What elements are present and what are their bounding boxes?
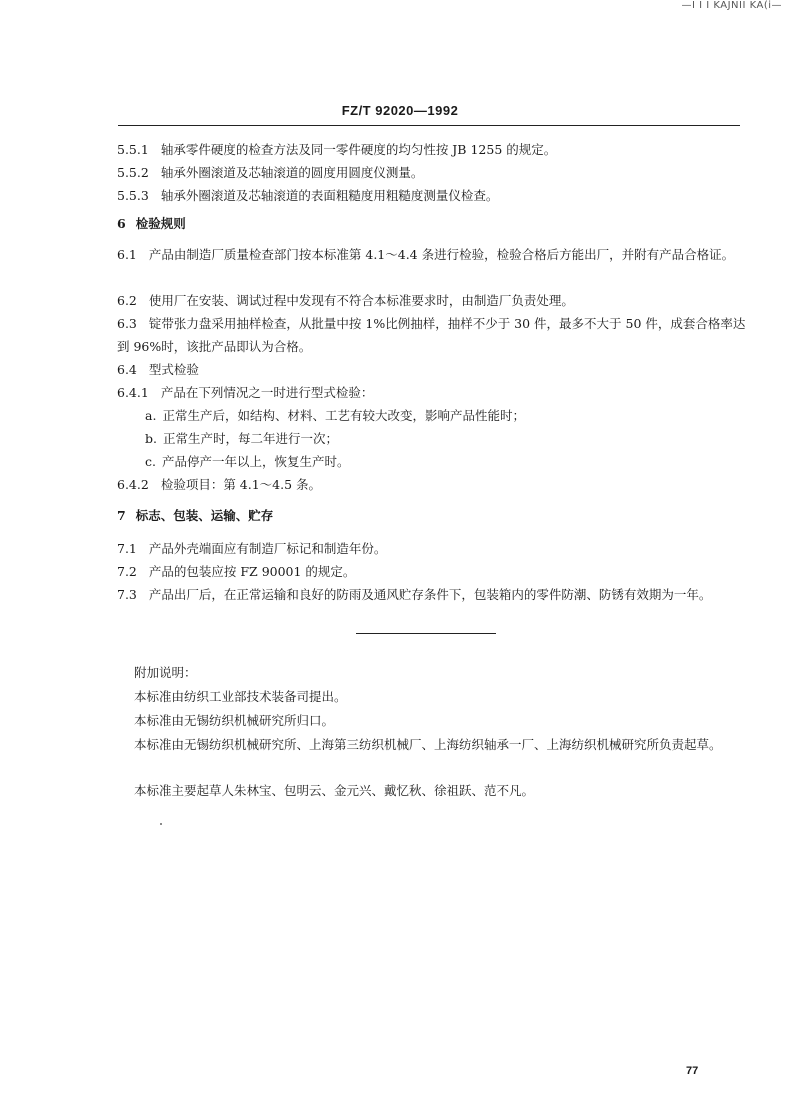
clause-5-5-1: 5.5.1 轴承零件硬度的检查方法及同一零件硬度的均匀性按 JB 1255 的规定。 [117, 142, 557, 157]
clause-6-4: 6.4 型式检验 [117, 362, 199, 377]
scan-speck [160, 823, 162, 825]
clause-6-3: 6.3 锭带张力盘采用抽样检查，从批量中按 1%比例抽样，抽样不少于 30 件，最多不大于 50 件，成套合格率达到 96%时，该批产品即认为合格。 [117, 316, 746, 354]
end-rule [356, 633, 496, 634]
clause-6-1: 6.1 产品由制造厂质量检查部门按本标准第 4.1～4.4 条进行检验，检验合格后方能出厂，并附有产品合格证。 [117, 247, 735, 262]
note-line-3: 本标准由无锡纺织机械研究所、上海第三纺织机械厂、上海纺织轴承一厂、上海纺织机械研究所负责起草。 [134, 737, 722, 752]
clause-6-2: 6.2 使用厂在安装、调试过程中发现有不符合本标准要求时，由制造厂负责处理。 [117, 293, 574, 308]
clause-6-4-1: 6.4.1 产品在下列情况之一时进行型式检验： [117, 385, 374, 400]
notes-title: 附加说明： [134, 665, 197, 680]
clause-5-5-2: 5.5.2 轴承外圈滚道及芯轴滚道的圆度用圆度仪测量。 [117, 165, 424, 180]
clause-7-1: 7.1 产品外壳端面应有制造厂标记和制造年份。 [117, 541, 387, 556]
note-line-2: 本标准由无锡纺织机械研究所归口。 [134, 713, 335, 728]
page-number: 77 [686, 1065, 699, 1077]
standard-code: FZ/T 92020—1992 [341, 103, 459, 118]
section-7-heading: 7 标志、包装、运输、贮存 [117, 508, 274, 523]
list-item-b: b. 正常生产时，每二年进行一次； [145, 431, 338, 446]
clause-7-2: 7.2 产品的包装应按 FZ 90001 的规定。 [117, 564, 356, 579]
clause-5-5-3: 5.5.3 轴承外圈滚道及芯轴滚道的表面粗糙度用粗糙度测量仪检查。 [117, 188, 499, 203]
scan-top-mark: —I I I KAJNII KA(i— [681, 0, 782, 11]
clause-7-3: 7.3 产品出厂后，在正常运输和良好的防雨及通风贮存条件下，包装箱内的零件防潮、防锈有效期为一年。 [117, 587, 712, 602]
header-rule [118, 125, 740, 126]
note-line-4: 本标准主要起草人朱林宝、包明云、金元兴、戴忆秋、徐祖跃、范不凡。 [134, 783, 535, 798]
section-6-heading: 6 检验规则 [117, 216, 186, 231]
clause-6-4-2: 6.4.2 检验项目：第 4.1～4.5 条。 [117, 477, 322, 492]
list-item-c: c. 产品停产一年以上，恢复生产时。 [145, 454, 350, 469]
list-item-a: a. 正常生产后，如结构、材料、工艺有较大改变，影响产品性能时； [145, 408, 525, 423]
note-line-1: 本标准由纺织工业部技术装备司提出。 [134, 689, 347, 704]
